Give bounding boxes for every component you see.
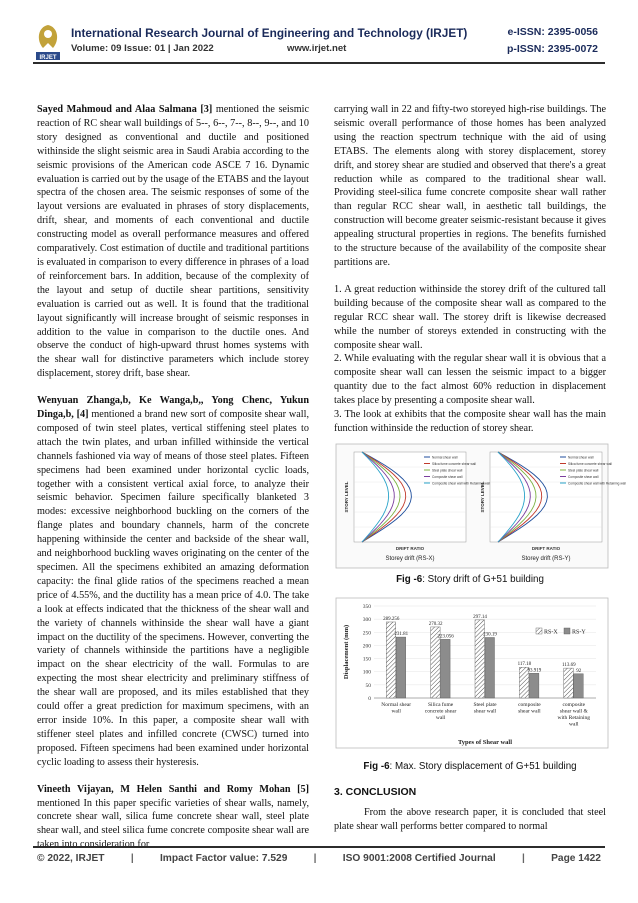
ref-5-authors: Vineeth Vijayan, M Helen Santhi and Romy Mohan [5] [37,783,309,795]
bar-value-label: 117.18 [517,662,532,668]
bar-legend-label: RS-X [544,629,558,636]
ref-3-authors: Sayed Mahmoud and Alaa Salmana [3] [37,104,213,115]
list-item-3: 3. The look at exhibits that the composite shear wall has the main function withinside the reduction of storey shear. [334,409,606,434]
drift-x-label: DRIFT RATIO [531,546,561,551]
footer-impact: Impact Factor value: 7.529 [159,853,288,864]
journal-title: International Research Journal of Engineering and Technology (IRJET) [71,26,468,40]
logo-text: IRJET [39,55,57,61]
bar-y-tick-label: 150 [362,656,371,663]
bar-category-label: shear wall & [559,708,588,715]
drift-legend-label: Normal shear wall [568,455,594,460]
bar-category-label: concrete shear [424,708,457,715]
bar-rs-y [529,673,539,698]
bar-value-label: 270.32 [428,621,443,627]
drift-legend-label: Silica fume concrete shear wall [568,462,612,466]
bar-rs-y [396,637,406,698]
footer-page: Page 1422 [551,853,601,864]
list-item-2: 2. While evaluating with the regular shear wall it is obvious that a composite shear wall can lessen the seismic impact to a bigger quantity due to the fact almost 60% reduction in displacement takes place by presenting a composite shear wall. [334,353,606,407]
footer-separator: | [521,853,525,864]
header-rule [33,62,605,64]
drift-y-label: STORY LEVEL [344,481,349,513]
drift-legend-label: Steel plate shear wall [432,468,463,473]
footer-copyright: © 2022, IRJET [37,853,105,864]
bar-y-tick-label: 300 [362,617,371,624]
drift-legend-label: Composite shear wall with Retaining wall [432,481,490,486]
drift-y-label: STORY LEVEL [480,481,485,513]
bar-y-tick-label: 250 [362,630,371,637]
displacement-bar-chart [336,598,608,748]
paragraph-ref-4: Wenyuan Zhanga,b, Ke Wanga,b,, Yong Chenc, Yukun Dinga,b, [4] mentioned a brand new sort of composite shear wall, composed of twin steel plates, vertical stiffening steel plates to attach the twin plates, and urban infilled withinside the vertical channels fashioned via way of means of those steel plates. Fifteen specimens had been examined under horizontal cyclic loads, together with a consistent vertical axial force, to analyze their seismic behavior. Specimen failure specifically blanketed 3 modes: excessive neighborhood buckling on the corners of the flange plates and boundary channels, harm of the concrete happening withinside the center and backside of the shear wall, and neighborhood buckling waves originating on the center of the specimen. All the specimens exhibited an amazing deformation capacity: the final glide ratios of the specimens reached a mean price of 4.55%, and the ductility has a mean price of 4.0. The take a look at effects indicated that the thickness of the shear wall and the variety of channels withinside the shear wall have a giant impact on the ductility of the specimens. However, converting the variety of channels withinside the partitions have a negligible impact on the shear electricity of the wall. Formulas to are expecting the most shear electricity and preliminary stiffness of the shear wall are proposed, and its miles established that they could offer a great prediction for maximum specimens, with an error inside 10%. In this paper, a composite shear wall with stiffener steel plates and infilled concrete (CWSC) turned into proposed. Fifteen specimens had been examined under horizontal cyclic loading to assess their hysteresis. [37,395,309,768]
bar-legend-swatch [536,628,542,634]
bar-category-label: wall [569,721,579,728]
bar-value-label: 289.256 [383,616,400,622]
right-paragraph: carrying wall in 22 and fifty-two storeyed high-rise buildings. The seismic overall performance of those homes has been analyzed using the reaction spectrum technique with the aid of using ETABS. The elements along with storey displacement, storey drift, and storey shear are studied and observed that there's a great reduction while as compared to the traditional shear wall. Providing steel-silica fume concrete composite shear wall rather than regular RCC shear wall, in aesthetic tall buildings, the construction will become greater seismic-resistant because it gives appealing structural properties in regions. The benefits furnished to the structure because of the availability of the composite shear partitions are. [334,104,606,268]
footer [37,853,601,864]
drift-legend-label: Composite shear wall with Retaining wall [568,481,626,486]
website-link[interactable]: www.irjet.net [287,43,347,54]
bar-category-label: composite [562,702,586,708]
footer-separator: | [313,853,317,864]
bar-value-label: 92 [576,668,582,674]
volume-issue: Volume: 09 Issue: 01 | Jan 2022 [71,43,214,54]
bar-value-label: 93.919 [527,668,542,674]
bar-category-label: Normal shear [381,702,412,708]
left-column [37,103,309,865]
bar-category-label: wall [435,715,446,721]
bar-legend-label: RS-Y [572,629,586,636]
storey-drift-figure [336,444,626,568]
paragraph-ref-5: Vineeth Vijayan, M Helen Santhi and Romy Mohan [5] mentioned In this paper specific varieties of shear walls, namely, concrete shear wall, silica fume concrete shear wall, steel plate shear wall, and steel silica fume concrete composite shear wall are taken into consideration for [37,783,309,851]
bar-y-tick-label: 0 [368,696,371,702]
bar-category-label: shear wall [518,708,541,715]
bar-value-label: 113.69 [562,663,576,669]
bar-value-label: 230.19 [483,632,497,638]
bar-y-tick-label: 100 [362,669,371,676]
bar-value-label: 223.056 [437,634,454,640]
bar-rs-y [574,674,584,698]
ref-4-authors: Wenyuan Zhanga,b, Ke Wanga,b,, Yong Chenc, Yukun Dinga,b, [4] [37,395,309,421]
bar-rs-x [564,668,574,698]
bar-x-axis-label: Types of Shear wall [457,739,513,746]
drift-legend-label: Silica fume concrete shear wall [432,462,476,466]
drift-legend-label: Steel plate shear wall [568,468,599,473]
bar-y-tick-label: 350 [362,604,371,610]
figure-caption-displacement: Fig -6: Max. Story displacement of G+51 building [363,761,577,772]
drift-panel-title: Storey drift (RS-Y) [521,556,571,562]
bar-y-axis-label: Displacement (mm) [343,624,350,680]
list-item-1: 1. A great reduction withinside the storey drift of the cultured tall building because of the composite shear wall as compared to the regular RCC shear wall. The storey drift is likewise decreased while the number of storeys extended in constructing with the composite shear wall. [334,283,606,351]
bar-category-label: Silica fume [427,702,454,708]
bar-value-label: 231.81 [394,632,409,638]
irjet-logo [33,22,63,62]
drift-legend-label: Composite shear wall [432,475,463,479]
conclusion-text: From the above research paper, it is concluded that steel plate shear wall performs better compared to normal [334,807,606,832]
bar-y-tick-label: 200 [362,643,371,650]
bar-category-label: composite [518,702,541,708]
e-issn: e-ISSN: 2395-0056 [507,26,598,38]
bar-rs-y [441,639,451,698]
bar-rs-y [485,637,495,698]
bar-category-label: wall [391,708,401,715]
conclusion-heading: 3. CONCLUSION [334,786,417,798]
paragraph-ref-3: Sayed Mahmoud and Alaa Salmana [3] mentioned the seismic reaction of RC shear wall buildings of 5--, 6--, 7--, 8--, 9--, and 10 story designed as conventional and ductile and positioned withinside the slight seismic area in Saudi Arabia according to the seismic provisions of the American code ASCE 7 16. Dynamic evaluation is carried out by the usage of the ETABS and the layout spectra of the chosen area. The seismic responses of some of the layout versions are evaluated in phrases of story displacements, drift, shear, and moments of each conventional and ductile constructing model as overall performance measures and offered comparatively. Cost estimation of ductile and traditional partitions is evaluated in comparison to every difference in phrases of a load of reinforcement bars. In addition, because of the complexity of the layout and setup of ductile shear partitions, sensitivity evaluation is carried out as well. It is found that the traditional layout significantly will increase brought of seismic responses in addition to the value in comparison to the ductile ones. And observe the conduct of high-upward thrust homes systems with the shear wall for distinctive parameters which include storey displacement, storey drift, base shear. [37,104,310,380]
drift-panel-title: Storey drift (RS-X) [385,556,435,562]
footer-iso: ISO 9001:2008 Certified Journal [342,853,496,864]
p-issn: p-ISSN: 2395-0072 [506,43,598,55]
right-column [334,103,606,449]
drift-x-label: DRIFT RATIO [395,546,425,551]
figure-caption-drift: Fig -6: Story drift of G+51 building [396,574,544,585]
bar-y-tick-label: 50 [365,682,371,689]
bar-legend-swatch [564,628,570,634]
drift-legend-label: Composite shear wall [568,475,599,479]
footer-separator: | [130,853,134,864]
bar-category-label: shear wall [473,708,497,715]
drift-legend-label: Normal shear wall [432,455,458,460]
bar-category-label: with Retaining [557,715,591,721]
bar-category-label: Steel plate [473,702,497,708]
bar-value-label: 297.14 [473,614,487,620]
footer-rule [33,846,605,848]
